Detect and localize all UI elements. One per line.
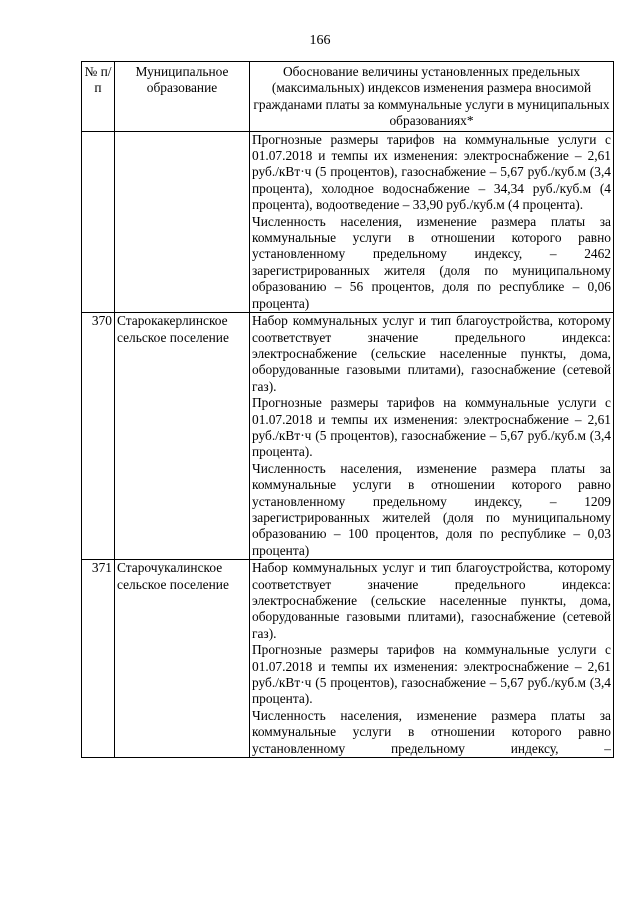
tariff-forecast-paragraph: Прогнозные размеры тарифов на коммунальные услуги с 01.07.2018 и темпы их изменения: электроснабжение – 2,61 руб./кВт·ч (5 процентов), газоснабжение – 5,67 руб./куб.м (3,4 процента).	[252, 395, 611, 460]
row-municipality	[115, 131, 250, 312]
tariff-forecast-paragraph: Прогнозные размеры тарифов на коммунальные услуги с 01.07.2018 и темпы их изменения: электроснабжение – 2,61 руб./кВт·ч (5 процентов), газоснабжение – 5,67 руб./куб.м (3,4 процента), холодное водоснабжение – 34,34 руб./куб.м (4 процента), водоотведение – 33,90 руб./куб.м (4 процента).	[252, 131, 611, 213]
row-municipality: Старочукалинское сельское поселение	[115, 560, 250, 758]
table-row	[82, 131, 614, 312]
tariff-forecast-paragraph: Прогнозные размеры тарифов на коммунальные услуги с 01.07.2018 и темпы их изменения: электроснабжение – 2,61 руб./кВт·ч (5 процентов), газоснабжение – 5,67 руб./куб.м (3,4 процента).	[252, 642, 611, 707]
header-justification: Обоснование величины установленных предельных (максимальных) индексов изменения размера вносимой гражданами платы за коммунальные услуги в муниципальных образованиях*	[250, 62, 614, 132]
row-number: 371	[82, 560, 115, 758]
population-paragraph: Численность населения, изменение размера платы за коммунальные услуги в отношении которого равно установленному предельному индексу, – 2462 зарегистрированных жителя (доля по муниципальному образованию – 56 процентов, доля по республике – 0,06 процента)	[252, 213, 611, 311]
population-paragraph: Численность населения, изменение размера платы за коммунальные услуги в отношении которого равно установленному предельному индексу, –	[252, 707, 611, 756]
row-municipality: Старокакерлинское сельское поселение	[115, 313, 250, 560]
header-number: № п/п	[82, 62, 115, 132]
row-number: 370	[82, 313, 115, 560]
header-municipality: Муниципальное образование	[115, 62, 250, 132]
tariff-justification-table	[81, 61, 614, 758]
row-number	[82, 131, 115, 312]
row-justification	[250, 560, 614, 758]
table-row	[82, 560, 614, 758]
services-set-paragraph: Набор коммунальных услуг и тип благоустройства, которому соответствует значение предельного индекса: электроснабжение (сельские населенные пункты, дома, оборудованные газовыми плитами), газоснабжение (сетевой газ).	[252, 560, 611, 641]
row-justification	[250, 131, 614, 312]
table-row	[82, 313, 614, 560]
page-number: 166	[309, 33, 331, 48]
services-set-paragraph: Набор коммунальных услуг и тип благоустройства, которому соответствует значение предельного индекса: электроснабжение (сельские населенные пункты, дома, оборудованные газовыми плитами), газоснабжение (сетевой газ).	[252, 313, 611, 394]
table-header-row	[82, 62, 614, 132]
row-justification	[250, 313, 614, 560]
population-paragraph: Численность населения, изменение размера платы за коммунальные услуги в отношении которого равно установленному предельному индексу, – 1209 зарегистрированных жителей (доля по муниципальному образованию – 100 процентов, доля по республике – 0,03 процента)	[252, 460, 611, 558]
